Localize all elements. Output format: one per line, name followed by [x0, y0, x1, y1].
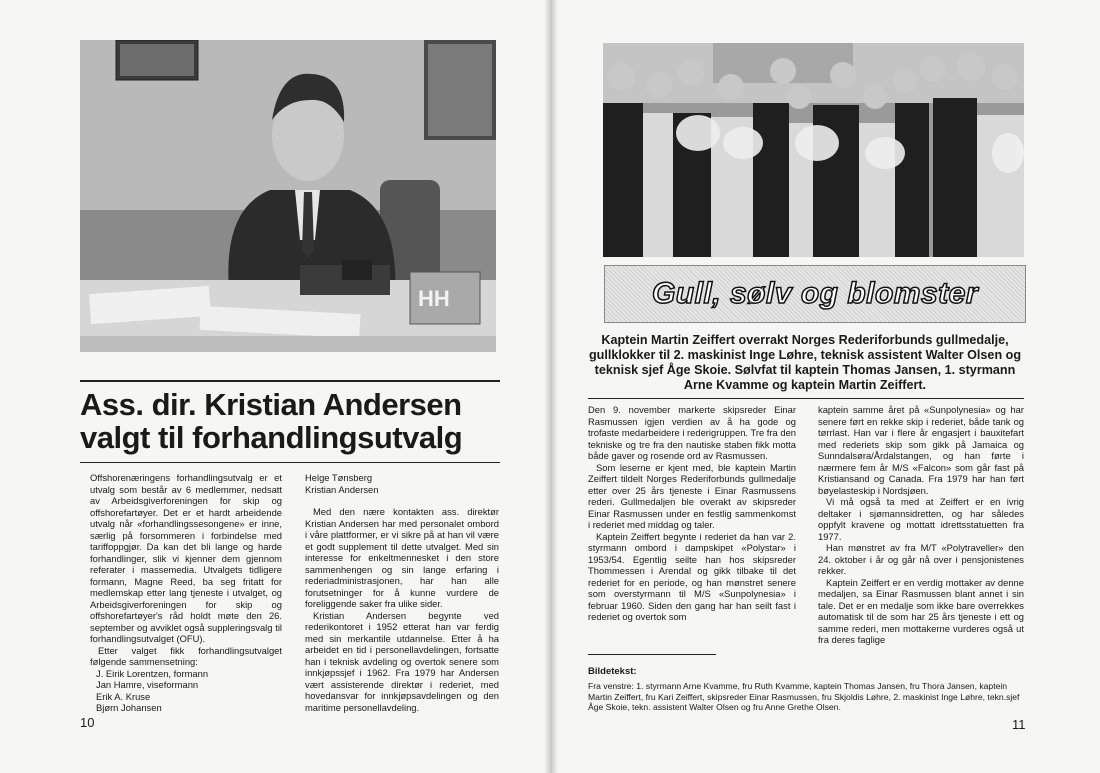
- committee-member: Bjørn Johansen: [96, 702, 162, 713]
- caption-title: Bildetekst:: [588, 666, 637, 677]
- office-portrait-image: [80, 40, 496, 352]
- page-number-right: 11: [1012, 717, 1026, 732]
- left-col1-paragraph-2: Etter valget fikk forhandlingsutvalget følgende sammensetning:: [90, 644, 282, 667]
- left-headline-line1: Ass. dir. Kristian Andersen: [80, 387, 462, 422]
- right-col2-paragraph-1: kaptein samme året på «Sunpolynesia» og har senere ført en rekke skip i rederiet, både tank og tørrlast. Han var i flere år engasjert i bauxitefart med rederiets skip som gikk på Jamaica og Sunndalsøra/Årdalstangen, og han førte i nærmere fem år M/S «Falcon» som går fast på Kristiansand og Canada. Fra 1979 har han ført bøyelasteskip i Nordsjøen.: [818, 404, 1024, 496]
- right-column-1: [588, 404, 796, 623]
- right-col1-paragraph-3: Kaptein Zeiffert begynte i rederiet da han var 2. styrmann ombord i dampskipet «Polystar» i 1953/54. Egentlig seilte han hos skipsreder Thommessen i Arendal og gikk tilbake til det rederiet for en periode, og han mønstret senere som overstyrmann til M/S «Sunpolynesia» i februar 1960. Siden den gang har han seilt fast i rederiet og overtok som: [588, 530, 796, 622]
- lead-paragraph: Kaptein Martin Zeiffert overrakt Norges Rederiforbunds gullmedalje, gullklokker til 2. maskinist Inge Løhre, teknisk assistent Walter Olsen og teknisk sjef Åge Skoie. Sølvfat til kaptein Thomas Jansen, 1. styrmann Arne Kvamme og kaptein Martin Zeiffert.: [588, 333, 1022, 392]
- group-image: [603, 43, 1024, 257]
- left-col2-paragraph-2: Kristian Andersen begynte ved rederikontoret i 1952 etterat han var ferdig med sin merkantile utdannelse. Etter å ha arbeidet en tid i personellavdelingen, fortsatte han i teknisk avdeling og overtok senere som innkjøpssjef i 1962. Fra 1979 har Andersen vært assisterende direktør i rederiet, med hovedansvar for innkjøpsavdelingen og den maritime personellavdeling.: [305, 609, 499, 713]
- committee-member: Helge Tønsberg: [305, 472, 373, 483]
- right-col2-paragraph-4: Kaptein Zeiffert er en verdig mottaker av denne medaljen, sa Einar Rasmussen blant annet i sin tale. Det er en medalje som ikke bare overrekkes automatisk til de som har 25 års tjeneste i ett og samme rederi, men mottakerne vurderes også ut fra deres faglige: [818, 576, 1024, 645]
- right-col1-paragraph-2: Som leserne er kjent med, ble kaptein Martin Zeiffert tildelt Norges Rederiforbunds gullmedalje etter over 25 års tjeneste i Einar Rasmussens rederi. Gullmedaljen ble overakt av skipsreder Einar Rasmussen under en festlig sammenkomst i rederiet med middag og taler.: [588, 461, 796, 530]
- office-portrait-photo: [80, 40, 496, 352]
- right-col2-paragraph-3: Han mønstret av fra M/T «Polytraveller» den 24. oktober i år og går nå over i pensjonistenes rekker.: [818, 542, 1024, 576]
- committee-list-2: [305, 472, 499, 495]
- page-number-left: 10: [80, 715, 95, 730]
- title-banner: [604, 265, 1026, 323]
- svg-text:HH: HH: [418, 286, 450, 311]
- right-column-2: [818, 404, 1024, 646]
- left-column-2: [305, 472, 499, 713]
- group-photo: [603, 43, 1024, 257]
- photo-caption: Fra venstre: 1. styrmann Arne Kvamme, fru Ruth Kvamme, kaptein Thomas Jansen, fru Thora Jansen, kaptein Martin Zeiffert, fru Kari Zeiffert, skipsreder Einar Rasmussen, fru Skjoldis Løhre, 2. maskinist Inge Løhre, tekn.sjef Åge Skoie, tekn. assistent Walter Olsen og fru Anne Grethe Olsen.: [588, 681, 1020, 712]
- right-col2-paragraph-2: Vi må også ta med at Zeiffert er en ivrig deltaker i sjømannsidretten, og har således oppfylt kravene og mottatt idrettsstatuetten fra 1977.: [818, 496, 1024, 542]
- headline-rule-bottom: [80, 462, 500, 463]
- committee-list-1: [90, 668, 282, 714]
- right-col1-paragraph-1: Den 9. november markerte skipsreder Einar Rasmussen igjen verdien av å ha gode og trofaste medarbeidere i rederigruppen. Tre fra den tekniske og tre fra den nautiske staben fikk motta både gaver og rosende ord av Rasmussen.: [588, 404, 796, 461]
- left-col2-paragraph-1: Med den nære kontakten ass. direktør Kristian Andersen har med personalet ombord i våre plattformer, er vi sikre på at han vil være et godt supplement til dette utvalget. Med sin interesse for enkeltmennesket i den store sammenhengen og sin lange erfaring i rederiadministrasjonen, har han alle forutsetninger for å kunne vurdere de foreliggende saker fra ulike sider.: [305, 506, 499, 609]
- left-col1-paragraph-1: Offshorenæringens forhandlingsutvalg er et utvalg som består av 6 medlemmer, nedsatt av Arbeidsgiverforeningen for skip og offshorefartøyer. Det er et hardt arbeidende utvalg når «forhandlingssesongene» er inne, særlig på forsommeren i forbindelse med tariffoppgjør. Da kan det bli lange og harde forhandlinger, slik vi kjenner dem gjennom referater i massemedia. Utvalgets tidligere formann, Magne Reed, ba seg fritatt for medlemskap etter lang tjeneste i utvalget, og Arbeidsgiverforeningen for skip og offshorefartøyer's råd holdt møte den 26. september og avviklet også suppleringsvalg til forhandlingsutvalget (OFU).: [90, 472, 282, 644]
- committee-member: Kristian Andersen: [305, 483, 379, 495]
- committee-member: Erik A. Kruse: [96, 690, 151, 702]
- left-headline-line2: valgt til forhandlingsutvalg: [80, 420, 463, 455]
- committee-member: Jan Hamre, viseformann: [96, 679, 199, 690]
- left-headline: [80, 388, 500, 454]
- headline-rule: [80, 380, 500, 382]
- lead-rule: [588, 398, 1024, 399]
- page-gutter: [544, 0, 558, 773]
- caption-rule: [588, 654, 716, 655]
- committee-member: J. Eirik Lorentzen, formann: [96, 667, 209, 679]
- left-column-1: [90, 472, 282, 714]
- banner-title: Gull, sølv og blomster: [651, 277, 979, 310]
